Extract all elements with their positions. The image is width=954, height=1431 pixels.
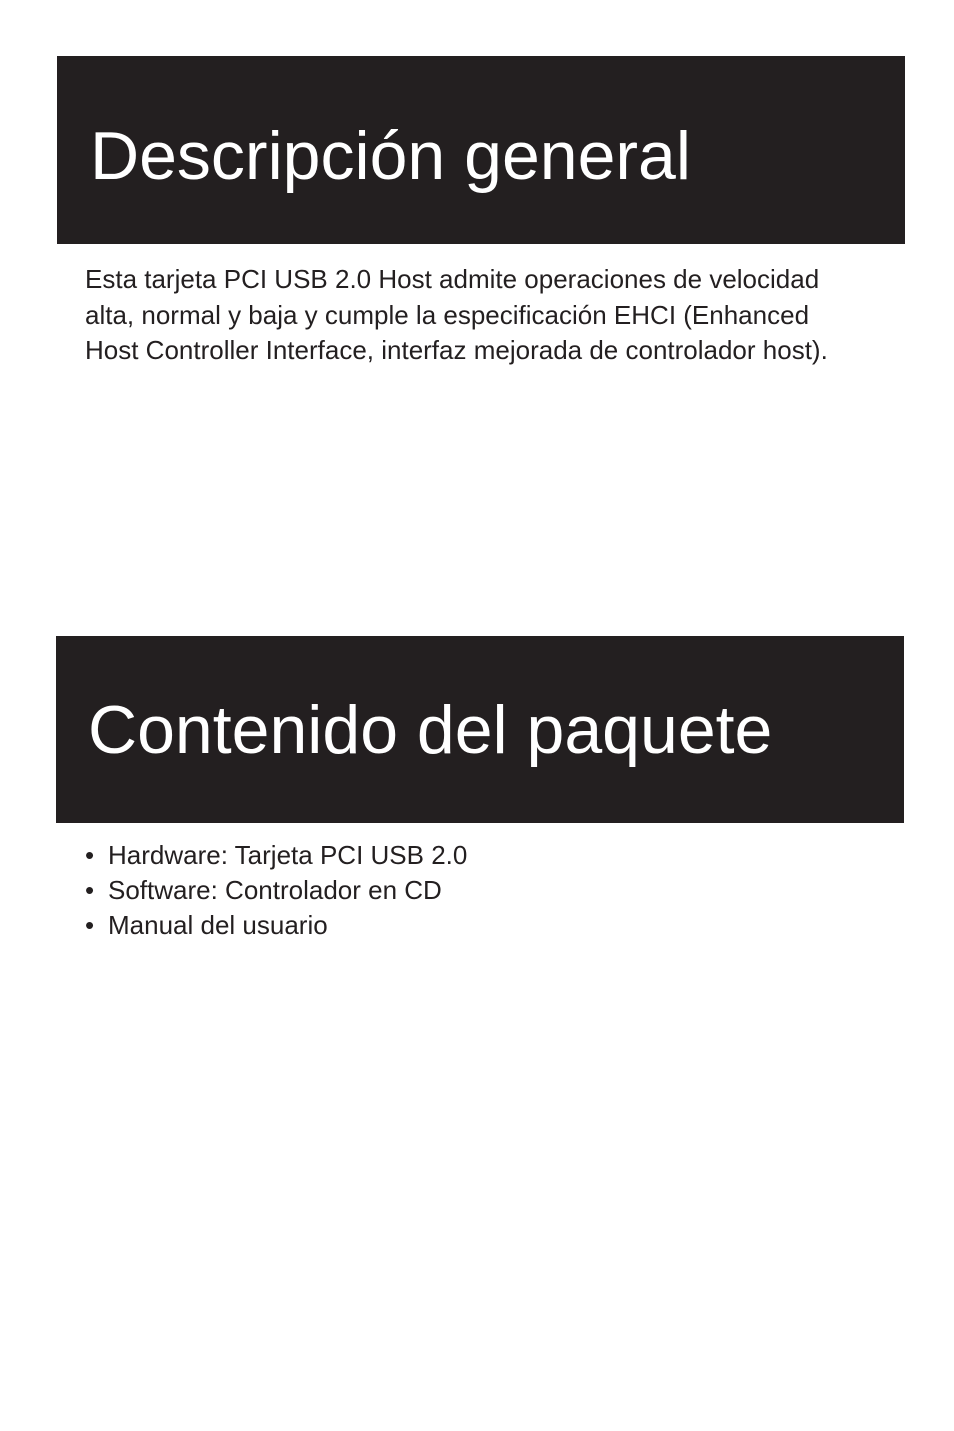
list-item-text: Manual del usuario: [108, 910, 328, 940]
bullet-icon: •: [85, 910, 95, 940]
bullet-icon: •: [85, 875, 95, 905]
list-item: [85, 873, 467, 908]
package-contents-list: [85, 838, 467, 943]
overview-header-banner: [57, 56, 905, 244]
list-item-text: Software: Controlador en CD: [108, 875, 442, 905]
overview-paragraph: Esta tarjeta PCI USB 2.0 Host admite operaciones de velocidad alta, normal y baja y cumple la especificación EHCI (Enhanced Host Controller Interface, interfaz mejorada de controlador host).: [85, 264, 828, 365]
package-title: Contenido del paquete: [88, 692, 773, 768]
package-header-banner: [56, 636, 904, 823]
list-item: [85, 908, 467, 943]
list-item-text: Hardware: Tarjeta PCI USB 2.0: [108, 840, 468, 870]
overview-title: Descripción general: [90, 118, 691, 194]
bullet-icon: •: [85, 840, 95, 870]
list-item: [85, 838, 467, 873]
